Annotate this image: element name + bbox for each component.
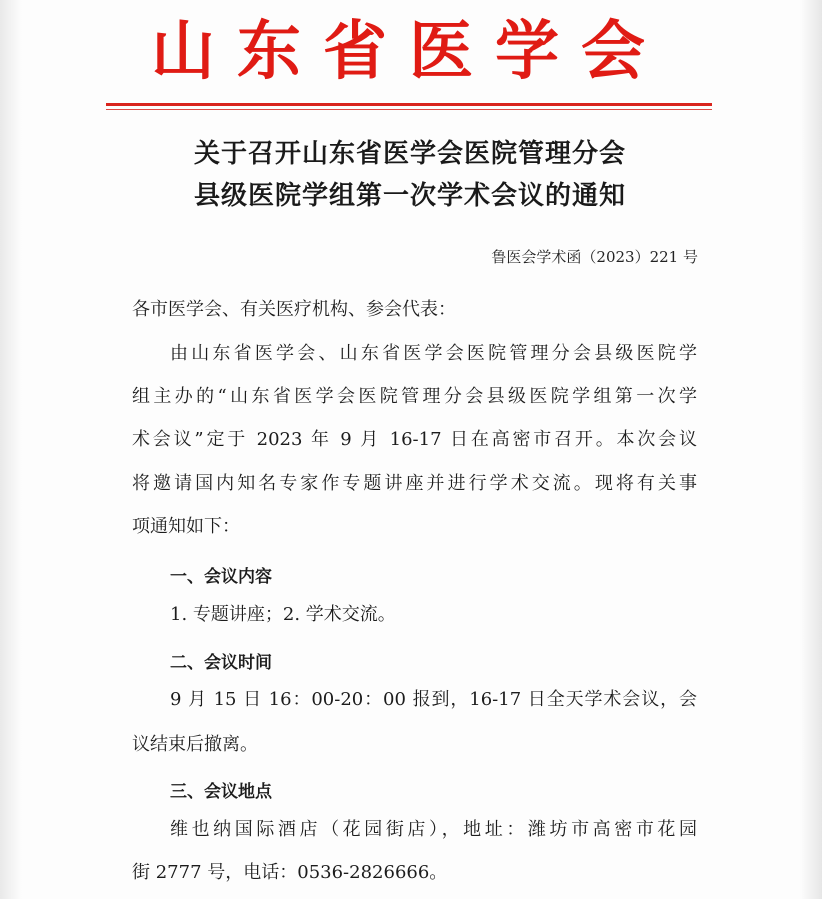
notice-title-line-2: 县级医院学组第一次学术会议的通知 — [193, 181, 626, 211]
section-heading-time: 二、会议时间 — [170, 653, 272, 673]
org-masthead: 山东省医学会 — [151, 15, 667, 89]
intro-line: 组主办的“山东省医学会医院管理分会县级医院学组第一次学 — [132, 386, 697, 407]
notice-title-line-1: 关于召开山东省医学会医院管理分会 — [193, 139, 626, 169]
scan-shadow-left — [0, 0, 22, 899]
section-line: 9 月 15 日 16：00-20：00 报到，16-17 日全天学术会议，会 — [170, 689, 697, 710]
section-line: 议结束后撤离。 — [132, 734, 258, 755]
section-heading-content: 一、会议内容 — [170, 567, 272, 587]
section-line: 1. 专题讲座；2. 学术交流。 — [170, 604, 396, 625]
intro-line: 术会议”定于 2023 年 9 月 16-17 日在高密市召开。本次会议 — [132, 429, 697, 450]
masthead-rule-thick — [106, 103, 712, 106]
document-number: 鲁医会学术函（2023）221 号 — [491, 248, 698, 266]
masthead-rule-thin — [106, 109, 712, 110]
intro-line: 项通知如下： — [132, 516, 240, 537]
salutation: 各市医学会、有关医疗机构、参会代表： — [132, 299, 456, 320]
section-line: 维也纳国际酒店（花园街店），地址：潍坊市高密市花园 — [170, 819, 697, 840]
section-line: 街 2777 号，电话：0536-2826666。 — [132, 862, 448, 883]
section-heading-location: 三、会议地点 — [170, 782, 272, 802]
intro-line: 将邀请国内知名专家作专题讲座并进行学术交流。现将有关事 — [132, 473, 697, 494]
intro-line: 由山东省医学会、山东省医学会医院管理分会县级医院学 — [170, 343, 697, 364]
scan-shadow-right — [800, 0, 822, 899]
